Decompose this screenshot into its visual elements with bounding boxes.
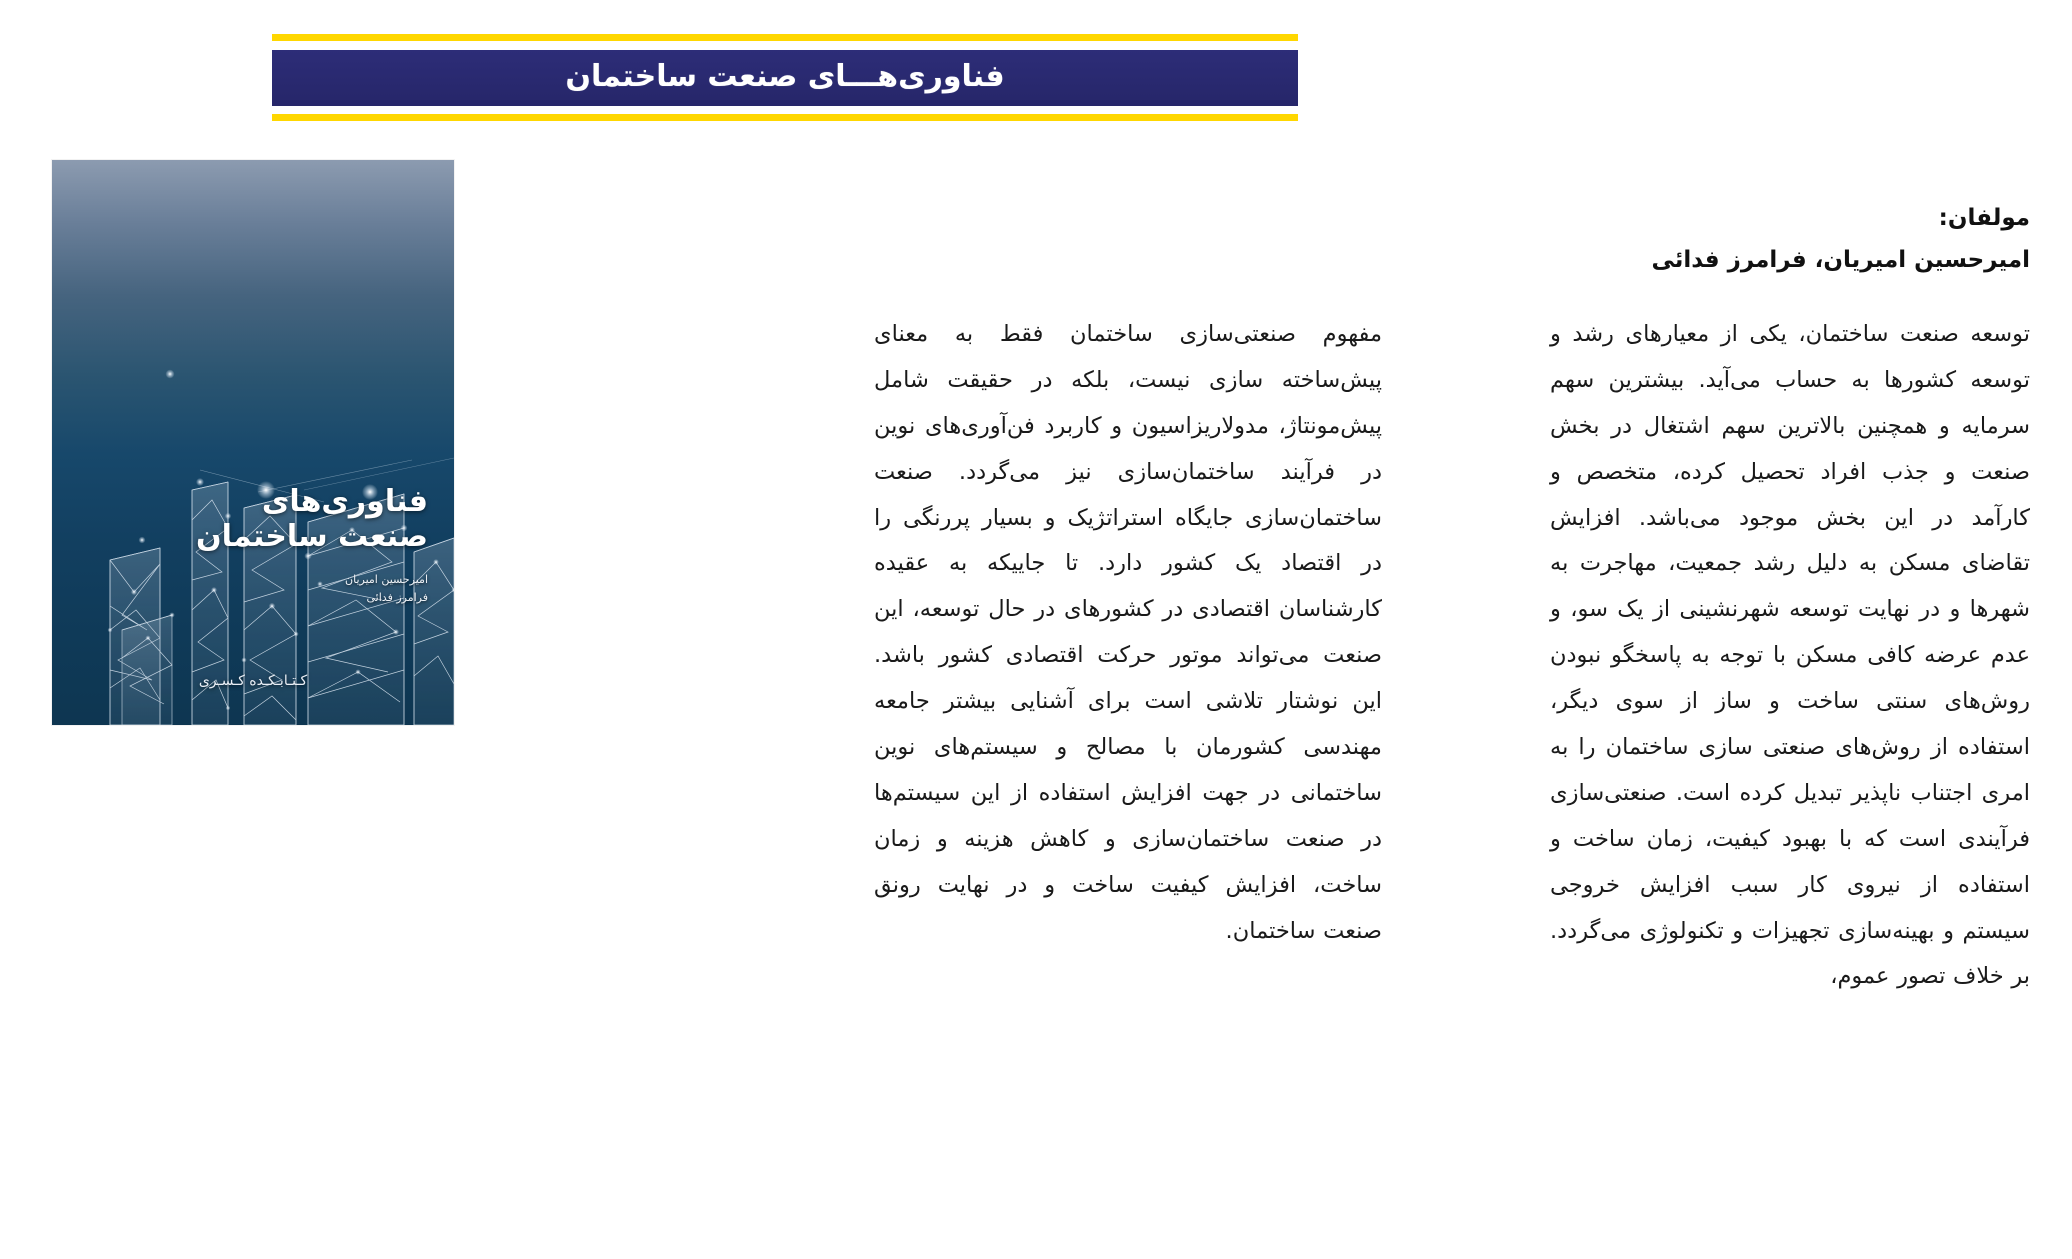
header-rule-gap-top <box>272 41 1298 50</box>
header-bottom-rule <box>272 114 1298 121</box>
cover-title-line-2: صنعت ساختمان <box>196 519 428 555</box>
authors-label: مولفان: <box>1938 205 2030 231</box>
header-title-bar <box>272 50 1298 106</box>
wireframe-skyline-icon <box>52 160 454 725</box>
authors-names: امیرحسین امیریان، فرامرز فدائی <box>1651 246 2030 273</box>
page-header <box>272 34 1298 121</box>
cover-author-2: فرامرز فدائی <box>366 590 428 604</box>
book-cover-image <box>52 160 454 725</box>
cover-title-line-1: فناوری‌های <box>261 483 428 519</box>
body-paragraph-middle: مفهوم صنعتی‌سازی ساختمان فقط به معنای پیش‌ساخته سازی نیست، بلکه در حقیقت شامل پیش‌مونتاژ، مدولاریزاسیون و کاربرد فن‌آوری‌های نوین در فرآیند ساختمان‌سازی نیز می‌گردد. صنعت ساختمان‌سازی جایگاه استراتژیک و بسیار پررنگی را در اقتصاد یک کشور دارد. تا جاییکه به عقیده کارشناسان اقتصادی در کشورهای در حال توسعه، این صنعت می‌تواند موتور حرکت اقتصادی کشور باشد. این نوشتار تلاشی است برای آشنایی بیشتر جامعه مهندسی کشورمان با مصالح و سیستم‌های نوین ساختمانی در جهت افزایش استفاده از این سیستم‌ها در صنعت ساختمان‌سازی و کاهش هزینه و زمان ساخت، افزایش کیفیت ساخت و در نهایت رونق صنعت ساختمان. <box>874 321 1382 944</box>
cover-author-1: امیرحسین امیریان <box>345 572 428 586</box>
body-column-middle <box>874 312 1382 954</box>
authors-block <box>1550 198 2030 282</box>
body-column-right <box>1550 312 2030 1000</box>
body-paragraph-right: توسعه صنعت ساختمان، یکی از معیارهای رشد و توسعه کشورها به حساب می‌آید. بیشترین سهم سرمایه و همچنین بالاترین سهم اشتغال در بخش صنعت و جذب افراد تحصیل کرده، متخصص و کارآمد در این بخش موجود می‌باشد. افزایش تقاضای مسکن به دلیل رشد جمعیت، مهاجرت به شهرها و در نهایت توسعه شهرنشینی از یک سو، و عدم عرضه کافی مسکن با توجه به پاسخگو نبودن روش‌های سنتی ساخت و ساز از سوی دیگر، استفاده از روش‌های صنعتی سازی ساختمان را به امری اجتناب ناپذیر تبدیل کرده است. صنعتی‌سازی فرآیندی است که با بهبود کیفیت، زمان ساخت و استفاده از نیروی کار سبب افزایش خروجی سیستم و بهینه‌سازی تجهیزات و تکنولوژی می‌گردد. بر خلاف تصور عموم، <box>1550 321 2030 990</box>
header-top-rule <box>272 34 1298 41</box>
header-rule-gap-bottom <box>272 106 1298 114</box>
cover-text-block <box>196 484 428 607</box>
cover-publisher-name: کـتـابـکـده کـسـری <box>198 673 308 689</box>
page-title: فناوری‌هـــای صنعت ساختمان <box>565 59 1005 94</box>
